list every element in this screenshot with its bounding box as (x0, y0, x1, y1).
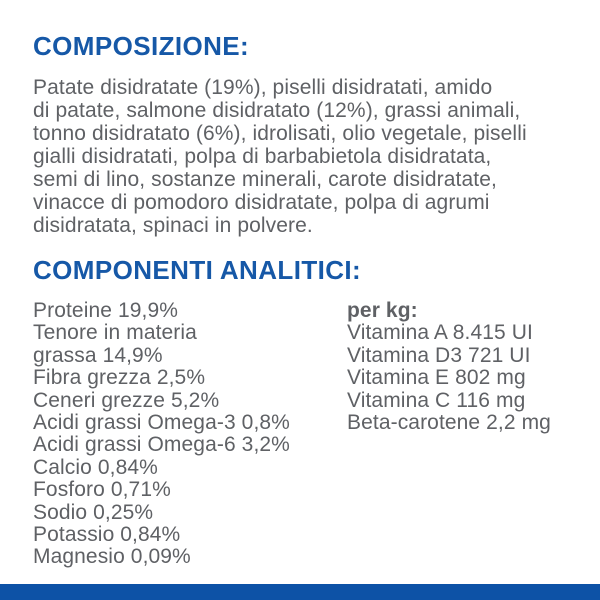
composition-section (33, 33, 580, 237)
composition-text-line: gialli disidratati, polpa di barbabietola disidratata, (33, 145, 492, 168)
composition-heading: COMPOSIZIONE: (33, 31, 250, 61)
analytical-item: Tenore in materia (33, 321, 197, 345)
analytical-section (33, 257, 580, 569)
composition-text-line: di patate, salmone disidratato (12%), grassi animali, (33, 99, 521, 122)
composition-text-line: Patate disidratate (19%), piselli disidratati, amido (33, 76, 493, 99)
analytical-item: Acidi grassi Omega-3 0,8% (33, 411, 290, 435)
analytical-item: Acidi grassi Omega-6 3,2% (33, 433, 290, 457)
composition-text-line: semi di lino, sostanze minerali, carote disidratate, (33, 168, 497, 191)
composition-text-line: tonno disidratato (6%), idrolisati, olio vegetale, piselli (33, 122, 527, 145)
analytical-item: Fosforo 0,71% (33, 478, 171, 502)
composition-text (33, 76, 580, 237)
composition-text-line: disidratata, spinaci in polvere. (33, 214, 313, 237)
vitamin-item: Vitamina A 8.415 UI (347, 321, 533, 345)
analytical-left-column (33, 300, 347, 569)
analytical-item: Proteine 19,9% (33, 299, 178, 322)
analytical-item: Fibra grezza 2,5% (33, 366, 206, 390)
analytical-item: Ceneri grezze 5,2% (33, 388, 220, 412)
analytical-right-column (347, 300, 580, 569)
analytical-item: Calcio 0,84% (33, 455, 158, 479)
per-kg-label: per kg: (347, 299, 418, 322)
analytical-columns (33, 300, 580, 569)
analytical-heading: COMPONENTI ANALITICI: (33, 255, 362, 285)
bottom-accent-bar (0, 584, 600, 600)
analytical-item: Magnesio 0,09% (33, 545, 191, 569)
vitamin-item: Vitamina C 116 mg (347, 388, 526, 412)
analytical-item: grassa 14,9% (33, 343, 163, 367)
vitamin-item: Vitamina E 802 mg (347, 366, 526, 390)
analytical-item: Sodio 0,25% (33, 500, 154, 524)
vitamin-item: Beta-carotene 2,2 mg (347, 411, 551, 435)
vitamin-item: Vitamina D3 721 UI (347, 343, 531, 367)
composition-text-line: vinacce di pomodoro disidratate, polpa di agrumi (33, 191, 490, 214)
analytical-item: Potassio 0,84% (33, 523, 181, 547)
